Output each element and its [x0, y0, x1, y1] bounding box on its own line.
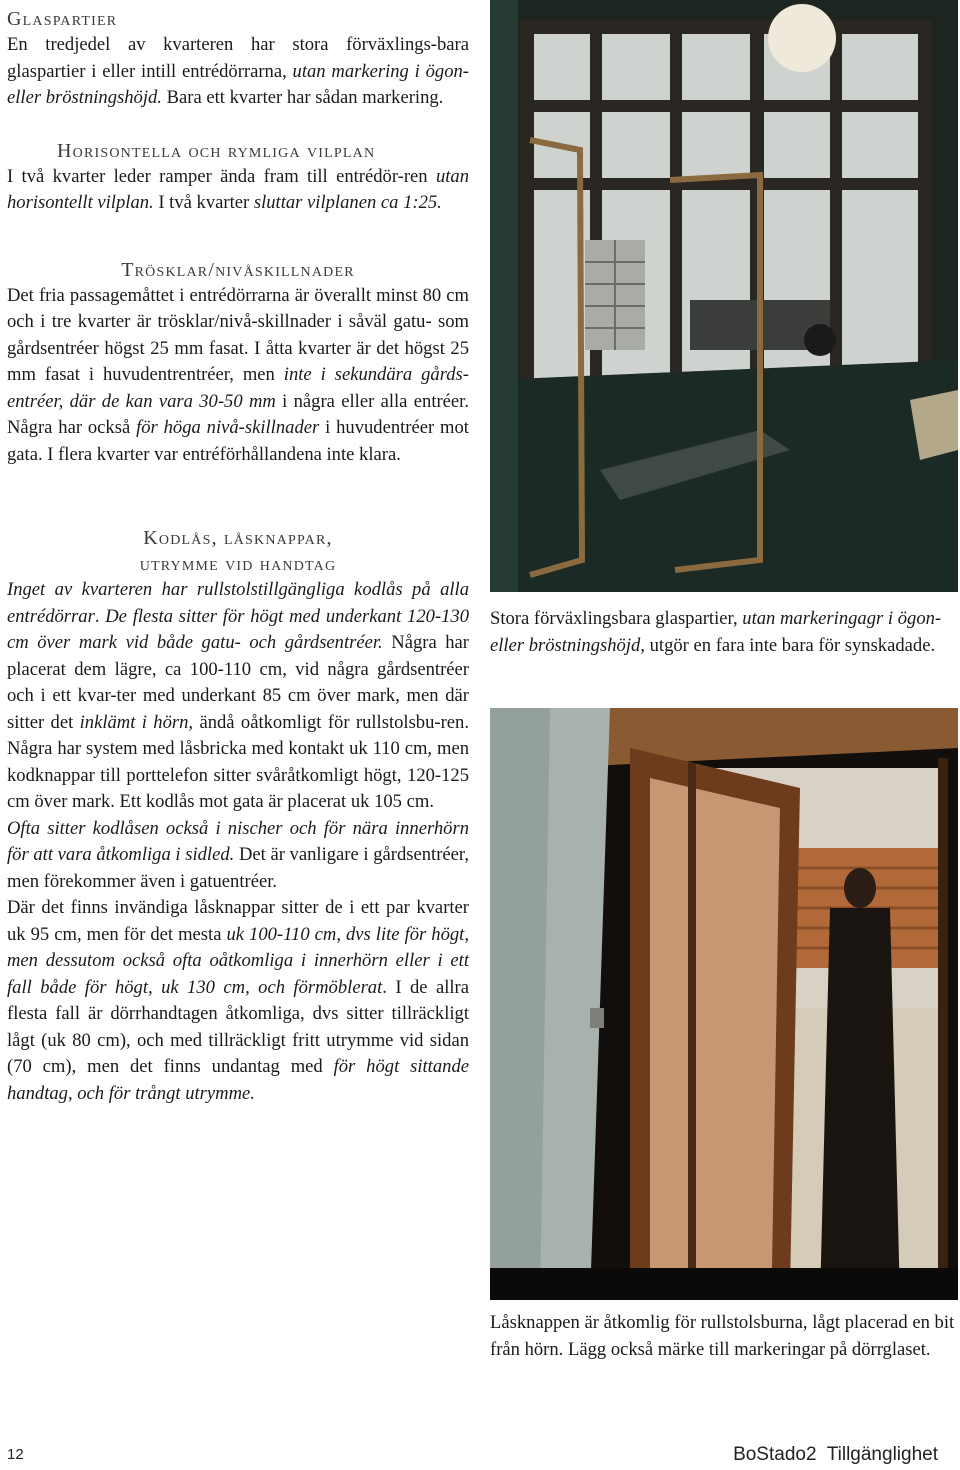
text-run: Några har placerat dem lägre, ca 100-110 cm, vid några gårdsentréer och i ett kvar-ter med underkant 85 cm över mark, men där sitter det — [7, 632, 469, 733]
section-heading: Horisontella och rymliga vilplan — [57, 139, 376, 162]
section-heading-line2: utrymme vid handtag — [139, 553, 337, 575]
lobby-glass-door-photo — [490, 0, 958, 592]
italic-text-run: uk 100-110 cm, dvs lite för högt, men dessutom också ofta oåtkomliga i innerhörn eller i ett fall både för högt, uk 130 cm, och förmöblerat — [7, 923, 469, 998]
text-run: utgör en fara inte bara för synskadade. — [644, 634, 936, 656]
section-paragraph — [7, 32, 469, 112]
section-paragraph — [7, 816, 469, 896]
text-run: . — [94, 605, 106, 627]
text-run: Låsknappen är åtkomlig för rullstolsburna, lågt placerad en bit från hörn. Lägg också märke till markeringar på dörrglaset. — [490, 1312, 955, 1360]
italic-text-run: De flesta sitter för högt med underkant 120-130 cm över mark vid både gatu- och gårdsentréer. — [7, 605, 470, 653]
text-run: I två kvarter leder ramper ända fram till entrédör-ren — [7, 165, 436, 187]
text-run: I två kvarter — [153, 192, 254, 213]
italic-text-run: Ofta sitter kodlåsen också i nischer och för nära innerhörn för att vara åtkomliga i sidled. — [7, 817, 469, 865]
section-vilplan — [7, 138, 469, 217]
text-run: i några eller alla entréer. Några har också — [7, 390, 469, 438]
text-column — [7, 6, 469, 1107]
section-heading: Glaspartier — [7, 8, 118, 30]
section-heading: Trösklar/nivåskillnader — [121, 258, 355, 281]
section-paragraph — [7, 283, 469, 469]
italic-text-run: inte i sekundära gårds-entréer, där de kan vara 30-50 mm — [7, 364, 469, 412]
section-trosklar — [7, 257, 469, 469]
italic-text-run: utan markeringagr i ögon- eller bröstningshöjd, — [490, 608, 942, 656]
text-run: En tredjedel av kvarteren har stora förväxlings-bara glaspartier i eller intill entrédörrarna, — [7, 34, 469, 82]
text-run: Där det finns invändiga låsknappar sitter de i ett par kvarter uk 95 cm, men för det mesta — [7, 897, 469, 945]
italic-text-run: Inget av kvarteren har rullstolstillgängliga kodlås på alla entrédörrar — [7, 579, 469, 627]
section-kodlas — [7, 525, 469, 1107]
text-run: Stora förväxlingsbara glaspartier, — [490, 608, 743, 629]
section-paragraph — [7, 577, 469, 816]
section-paragraph — [7, 895, 469, 1107]
text-run: Bara ett kvarter har sådan markering. — [161, 87, 444, 108]
italic-text-run: inklämt i hörn, — [79, 711, 194, 733]
open-entrance-door-photo — [490, 708, 958, 1300]
text-run: i huvudentréer mot gata. I flera kvarter var entréförhållandena inte klara. — [7, 417, 469, 465]
text-run: Det är vanligare i gårdsentréer, men förekommer även i gatuentréer. — [7, 844, 469, 892]
text-run: ändå oåtkomligt för rullstolsbu-ren. Några har system med låsbricka med kontakt uk 110 cm, men kodknappar till porttelefon sitter svåråtkomligt högt, 120-125 cm över mark. Ett kodlås mot gata är placerat uk 105 cm. — [7, 711, 469, 812]
section-heading: Kodlås, låsknappar, — [143, 527, 333, 549]
text-run: Det fria passagemåttet i entrédörrarna är överallt minst 80 cm och i tre kvarter är trösklar/nivå-skillnader i såväl gatu- som gårdsentréer högst 25 mm fasat. I åtta kvarter är det högst 25 mm fasat i huvudentrentréer, men — [7, 284, 469, 385]
photo-caption — [490, 606, 958, 659]
section-paragraph — [7, 164, 469, 217]
italic-text-run: för höga nivå-skillnader — [136, 417, 320, 438]
photo-caption — [490, 1310, 958, 1363]
italic-text-run: sluttar vilplanen ca 1:25. — [253, 192, 442, 213]
text-run: . I de allra flesta fall är dörrhandtagen åtkomliga, dvs sitter tillräckligt lågt (uk 80 cm), och med tillräckligt fritt utrymme vid sidan (70 cm), men det finns undantag med — [7, 976, 470, 1077]
italic-text-run: utan horisontellt vilplan. — [7, 165, 469, 213]
page-number: 12 — [7, 1446, 24, 1463]
italic-text-run: för högt sittande handtag, och för trångt utrymme. — [7, 1056, 469, 1104]
section-glaspartier — [7, 6, 469, 112]
italic-text-run: utan markering i ögon- eller bröstningshöjd. — [7, 60, 469, 108]
publication-title: BoStado2 Tillgänglighet — [733, 1444, 938, 1465]
